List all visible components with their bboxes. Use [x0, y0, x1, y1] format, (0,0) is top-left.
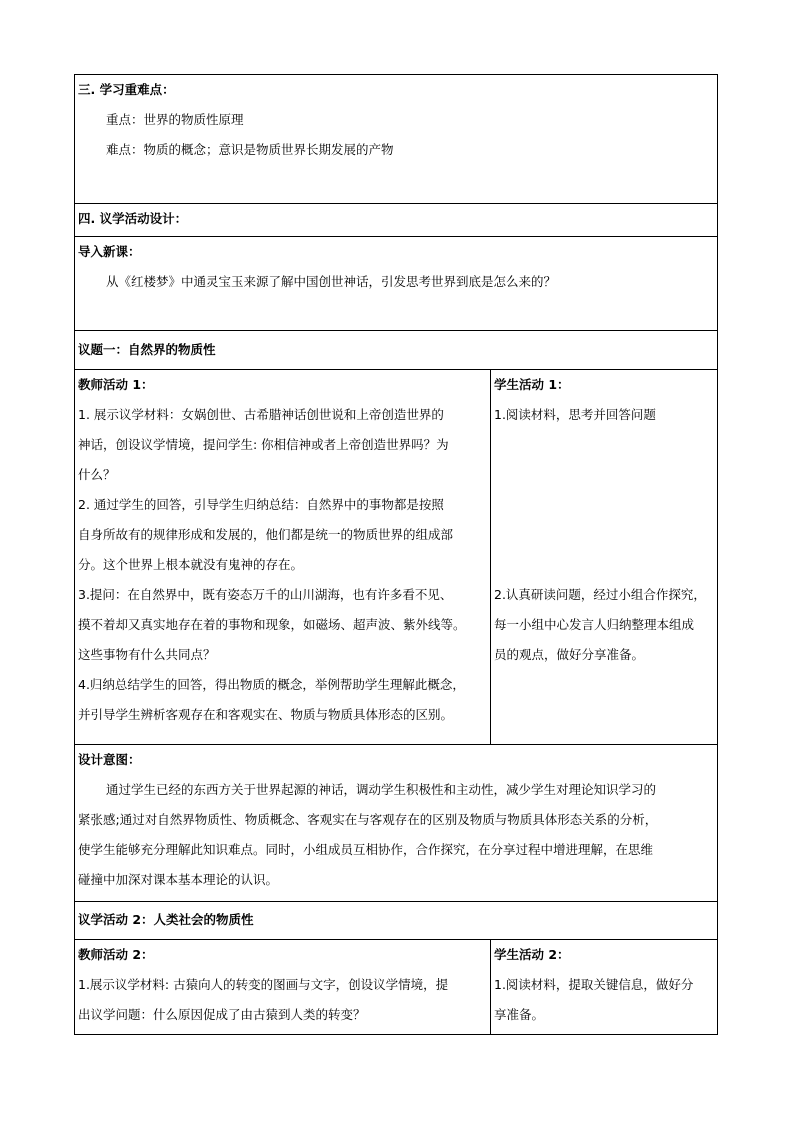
teacher-activity-2-line: 1.展示议学材料: 古猿向人的转变的图画与文字，创设议学情境，提	[78, 977, 449, 992]
topic-1-title: 议题一：自然界的物质性	[78, 342, 216, 357]
teacher-activity-2-line: 出议学问题：什么原因促成了由古猿到人类的转变？	[78, 1007, 366, 1022]
student-activity-2-line: 享准备。	[494, 1007, 545, 1022]
student-activity-1-item-2: 员的观点，做好分享准备。	[494, 647, 645, 662]
student-activity-2-line: 1.阅读材料，提取关键信息，做好分	[494, 977, 694, 992]
difficult-point: 难点：物质的概念；意识是物质世界长期发展的产物	[106, 142, 394, 157]
teacher-activity-1-line: 什么？	[78, 467, 116, 482]
student-activity-1-title: 学生活动 1：	[494, 377, 570, 392]
teacher-activity-1-line: 神话，创设议学情境，提问学生: 你相信神或者上帝创造世界吗？为	[78, 437, 449, 452]
teacher-activity-1-title: 教师活动 1：	[78, 377, 154, 392]
design-intent-section	[74, 744, 718, 901]
topic-2-title: 议学活动 2：人类社会的物质性	[78, 912, 254, 927]
student-activity-1-item-2: 2.认真研读问题，经过小组合作探究，	[494, 587, 706, 602]
topic-2-header	[74, 901, 718, 939]
design-intent-line: 碰撞中加深对课本基本理论的认识。	[78, 872, 279, 887]
design-intent-line: 使学生能够充分理解此知识难点。同时，小组成员互相协作，合作探究，在分享过程中增进理解，在思维	[78, 842, 654, 857]
student-activity-2	[491, 940, 717, 1034]
topic-2-activities	[74, 939, 718, 1035]
design-intent-title: 设计意图：	[78, 752, 141, 767]
topic-1-activities	[74, 369, 718, 744]
teacher-activity-1-line: 1. 展示议学材料：女娲创世、古希腊神话创世说和上帝创造世界的	[78, 407, 444, 422]
teacher-activity-1-line: 4.归纳总结学生的回答，得出物质的概念，举例帮助学生理解此概念，	[78, 677, 465, 692]
teacher-activity-1-line: 2. 通过学生的回答，引导学生归纳总结：自然界中的事物都是按照	[78, 497, 444, 512]
teacher-activity-1-line: 分。这个世界上根本就没有鬼神的存在。	[78, 557, 304, 572]
lesson-plan-table	[74, 74, 718, 1035]
student-activity-1-item-2: 每一小组中心发言人归纳整理本组成	[494, 617, 695, 632]
key-point: 重点：世界的物质性原理	[106, 112, 244, 127]
section-3-title: 三. 学习重难点：	[78, 82, 175, 97]
intro-title: 导入新课：	[78, 244, 141, 259]
teacher-activity-1	[75, 370, 491, 744]
section-key-points	[74, 74, 718, 203]
teacher-activity-1-line: 3.提问：在自然界中，既有姿态万千的山川湖海，也有许多看不见、	[78, 587, 453, 602]
teacher-activity-1-line: 摸不着却又真实地存在着的事物和现象，如磁场、超声波、紫外线等。	[78, 617, 466, 632]
teacher-activity-1-line: 这些事物有什么共同点？	[78, 647, 216, 662]
intro-section	[74, 236, 718, 330]
student-activity-1	[491, 370, 717, 744]
teacher-activity-2	[75, 940, 491, 1034]
teacher-activity-1-line: 自身所故有的规律形成和发展的，他们都是统一的物质世界的组成部	[78, 527, 454, 542]
teacher-activity-2-title: 教师活动 2：	[78, 947, 154, 962]
intro-text: 从《红楼梦》中通灵宝玉来源了解中国创世神话，引发思考世界到底是怎么来的？	[106, 274, 557, 289]
student-activity-1-item-1: 1.阅读材料，思考并回答问题	[494, 407, 656, 422]
design-intent-line: 通过学生已经的东西方关于世界起源的神话，调动学生积极性和主动性，减少学生对理论知识学习的	[106, 782, 657, 797]
spacer	[494, 430, 715, 580]
section-4-title: 四. 议学活动设计：	[78, 211, 188, 226]
topic-1-header	[74, 330, 718, 369]
teacher-activity-1-line: 并引导学生辨析客观存在和客观实在、物质与物质具体形态的区别。	[78, 707, 454, 722]
section-activity-design	[74, 203, 718, 236]
design-intent-line: 紧张感;通过对自然界物质性、物质概念、客观实在与客观存在的区别及物质与物质具体形态关系的分析，	[78, 812, 658, 827]
student-activity-2-title: 学生活动 2：	[494, 947, 570, 962]
